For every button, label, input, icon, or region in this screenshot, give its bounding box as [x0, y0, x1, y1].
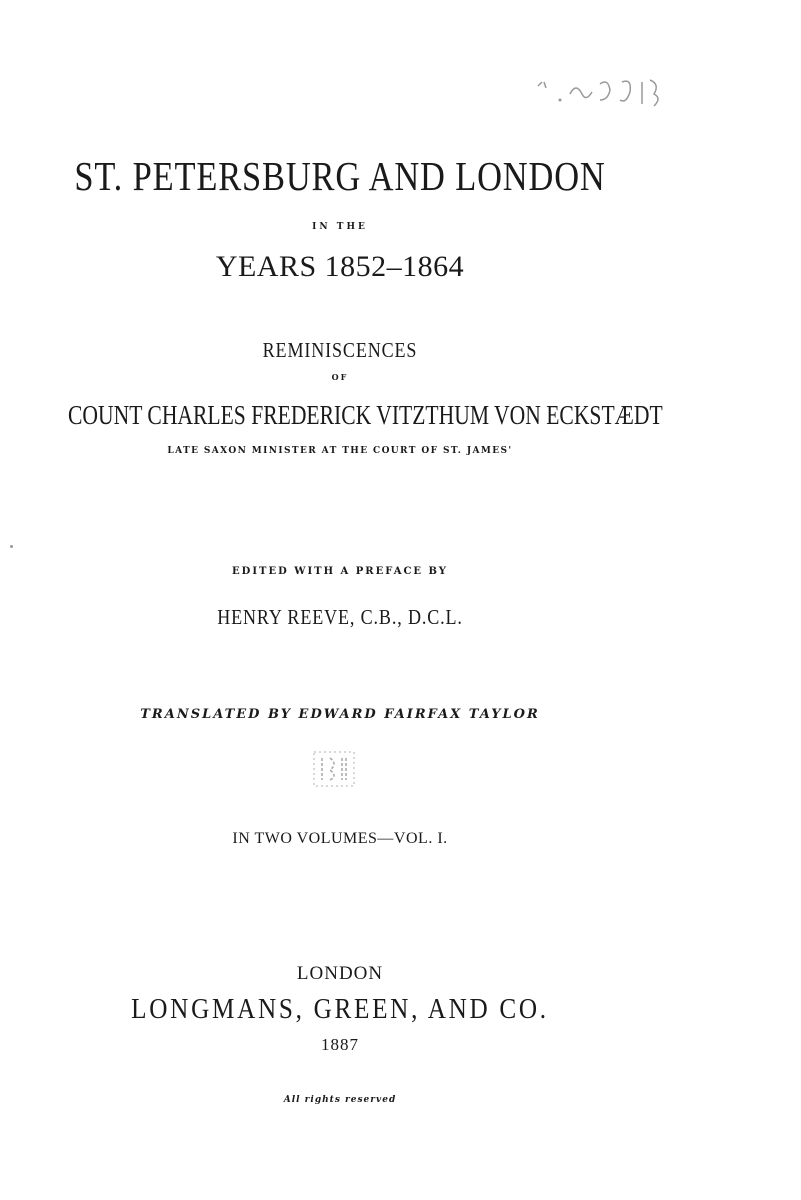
- edited-by-line: EDITED WITH A PREFACE BY: [232, 566, 448, 577]
- book-title: ST. PETERSBURG AND LONDON: [74, 153, 606, 199]
- paper-speck: [10, 545, 13, 548]
- publication-year: 1887: [321, 1035, 359, 1054]
- publication-city: LONDON: [296, 963, 384, 984]
- rights-notice: All rights reserved: [283, 1095, 397, 1105]
- translator-line: TRANSLATED BY EDWARD FAIRFAX TAYLOR: [140, 707, 540, 722]
- author-description: LATE SAXON MINISTER AT THE COURT OF ST. JAMES': [167, 446, 513, 456]
- title-connector: IN THE: [312, 222, 368, 232]
- editor-name: HENRY REEVE, C.B., D.C.L.: [217, 605, 463, 629]
- subtitle: REMINISCENCES: [262, 338, 418, 362]
- volume-info: IN TWO VOLUMES—VOL. I.: [232, 830, 448, 847]
- pencil-shelfmark: [530, 72, 680, 112]
- author-name: COUNT CHARLES FREDERICK VITZTHUM VON ECKSTÆDT: [68, 400, 663, 430]
- subtitle-connector: OF: [331, 372, 349, 382]
- publisher-name: LONGMANS, GREEN, AND CO.: [131, 994, 549, 1025]
- library-stamp-icon: [310, 748, 358, 790]
- title-years: YEARS 1852–1864: [215, 250, 465, 283]
